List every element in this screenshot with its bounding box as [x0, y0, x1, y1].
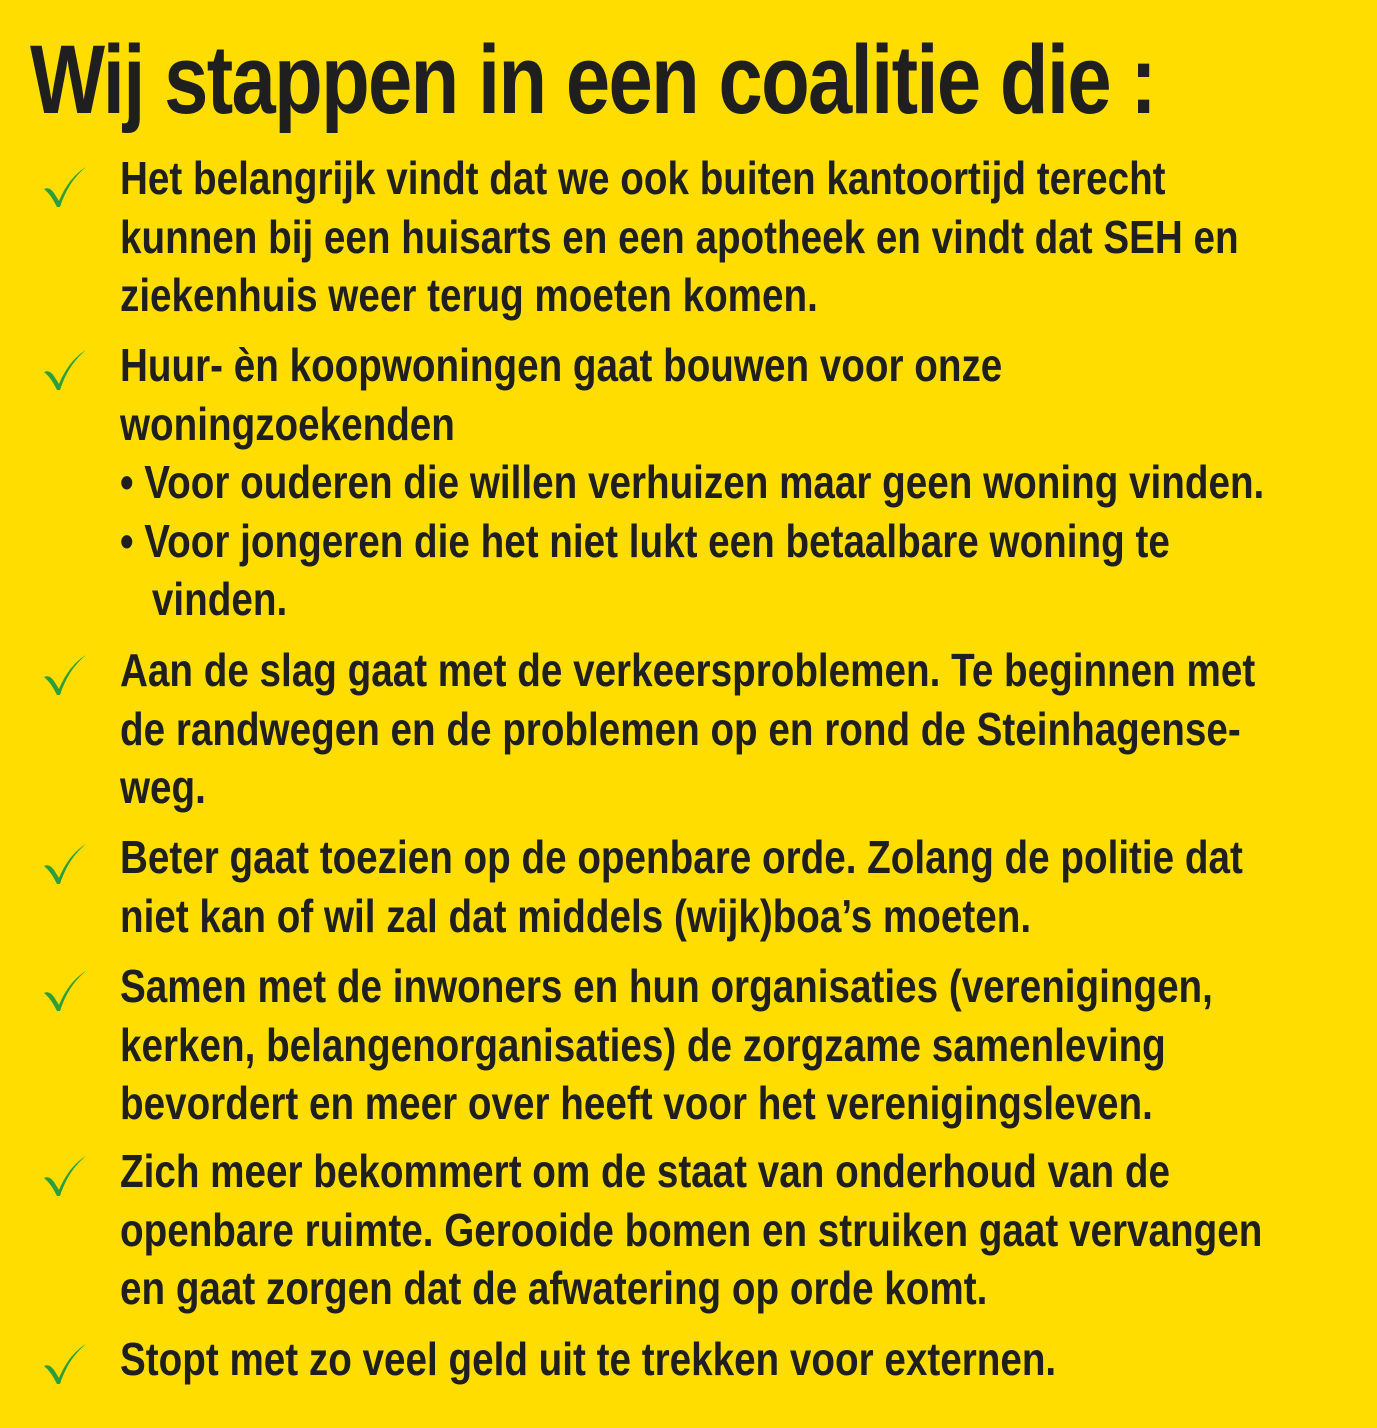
checkmark-icon [40, 1340, 88, 1388]
bullet-continuation: vinden. [151, 573, 288, 625]
checkmark-icon [40, 840, 88, 888]
list-item-text [120, 1142, 1377, 1318]
text-line: Stopt met zo veel geld uit te trekken voor externen. [120, 1333, 1057, 1385]
bullet-line: • Voor ouderen die willen verhuizen maar geen woning vinden. [120, 456, 1265, 508]
text-line: Beter gaat toezien op de openbare orde. Zolang de politie dat [120, 831, 1243, 883]
text-line: bevordert en meer over heeft voor het verenigingsleven. [120, 1077, 1153, 1129]
text-line: de randwegen en de problemen op en rond de Steinhagense- [120, 702, 1241, 755]
text-line: Huur- èn koopwoningen gaat bouwen voor onze [120, 339, 1003, 391]
checkmark-icon [40, 651, 88, 699]
list-item-text [120, 149, 1377, 325]
text-line: Zich meer bekommert om de staat van onderhoud van de [120, 1145, 1170, 1197]
checkmark-icon [40, 346, 88, 394]
list-item-text [120, 1330, 1235, 1389]
checkmark-icon [40, 967, 88, 1015]
text-line: en gaat zorgen dat de afwatering op orde komt. [120, 1262, 988, 1314]
text-line: Het belangrijk vindt dat we ook buiten kantoortijd terecht [120, 152, 1166, 204]
text-line: woningzoekenden [120, 397, 455, 450]
text-line: openbare ruimte. Gerooide bomen en struiken gaat vervangen [120, 1203, 1263, 1256]
checkmark-icon [40, 163, 88, 211]
list-item-text [120, 641, 1377, 817]
text-line: kerken, belangenorganisaties) de zorgzame samenleving [120, 1018, 1166, 1071]
list-item-text [120, 957, 1377, 1133]
page-title: Wij stappen in een coalitie die : [30, 25, 1156, 134]
checkmark-icon [40, 1152, 88, 1200]
text-line: Aan de slag gaat met de verkeersproblemen. Te beginnen met [120, 644, 1256, 696]
bullet-line: • Voor jongeren die het niet lukt een betaalbare woning te [120, 514, 1170, 567]
text-line: niet kan of wil zal dat middels (wijk)boa’s moeten. [120, 889, 1032, 942]
text-line: kunnen bij een huisarts en een apotheek en vindt dat SEH en [120, 210, 1239, 263]
text-line: Samen met de inwoners en hun organisaties (verenigingen, [120, 960, 1213, 1012]
text-line: weg. [120, 761, 206, 813]
list-item-text [120, 336, 1377, 629]
list-item-text [120, 828, 1377, 945]
text-line: ziekenhuis weer terug moeten komen. [120, 269, 818, 321]
